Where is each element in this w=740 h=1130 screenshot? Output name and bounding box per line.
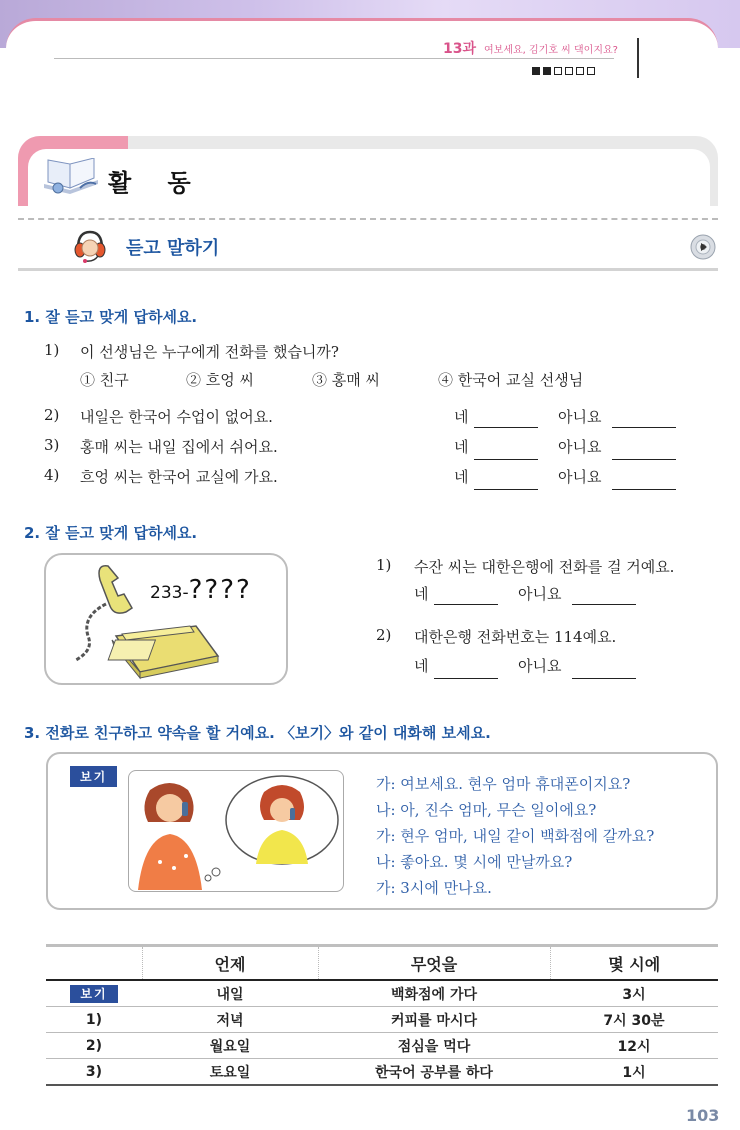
headset-icon <box>72 228 108 264</box>
question-2-title: 2. 잘 듣고 맞게 답하세요. <box>24 524 198 542</box>
q2-item-1-text: 수잔 씨는 대한은행에 전화를 걸 거예요. <box>414 558 675 576</box>
table-cell-when: 토요일 <box>142 1059 318 1086</box>
phone-number <box>150 575 252 605</box>
page-number: 103 <box>686 1106 720 1125</box>
table-cell-what: 한국어 공부를 하다 <box>318 1059 550 1086</box>
progress-square-empty <box>587 67 595 75</box>
progress-square-empty <box>576 67 584 75</box>
book-icon <box>40 158 102 198</box>
question-3-title: 3. 전화로 친구하고 약속을 할 거예요. 〈보기〉와 같이 대화해 보세요. <box>24 724 491 742</box>
table-row-label: 3) <box>46 1059 142 1086</box>
q2-item-1-yes-blank[interactable] <box>434 589 498 605</box>
table-cell-when: 월요일 <box>142 1033 318 1059</box>
q1-item-4-no-label: 아니요 <box>558 468 602 486</box>
table-cell-time: 7시 30분 <box>550 1007 718 1033</box>
table-cell-time: 3시 <box>550 980 718 1007</box>
dialogue-line-4: 나: 좋아요. 몇 시에 만날까요? <box>376 853 573 871</box>
q2-item-1-no-blank[interactable] <box>572 589 636 605</box>
question-1-title: 1. 잘 듣고 맞게 답하세요. <box>24 308 198 326</box>
q2-item-1-no-label: 아니요 <box>518 585 562 603</box>
phone-number-prefix: 233- <box>150 583 189 603</box>
lesson-title: 여보세요, 김기호 씨 댁이지요? <box>484 45 618 56</box>
q1-item-3-number: 3) <box>44 436 60 454</box>
dialogue-line-2: 나: 아, 진수 엄마, 무슨 일이에요? <box>376 801 597 819</box>
q1-item-2-yes-blank[interactable] <box>474 412 538 428</box>
q1-item-4-number: 4) <box>44 466 60 484</box>
table-cell-when: 내일 <box>142 980 318 1007</box>
q2-item-2-no-label: 아니요 <box>518 657 562 675</box>
q1-item-3-yes-label: 네 <box>454 438 469 456</box>
table-row-label <box>46 980 142 1007</box>
progress-square-filled <box>532 67 540 75</box>
table-cell-time: 12시 <box>550 1033 718 1059</box>
table-row <box>46 1033 718 1059</box>
example-tag: 보기 <box>70 985 117 1003</box>
q2-item-1-yes-label: 네 <box>414 585 429 603</box>
q1-option-1[interactable]: ① 친구 <box>80 371 129 389</box>
q1-option-4[interactable]: ④ 한국어 교실 선생님 <box>438 371 584 389</box>
section-underline <box>18 268 718 271</box>
q2-item-2-yes-label: 네 <box>414 657 429 675</box>
q1-item-4-no-blank[interactable] <box>612 474 676 490</box>
q1-item-4-yes-blank[interactable] <box>474 474 538 490</box>
q2-item-2-yes-blank[interactable] <box>434 663 498 679</box>
q1-item-2-no-label: 아니요 <box>558 408 602 426</box>
table-row <box>46 1059 718 1086</box>
q2-item-2-no-blank[interactable] <box>572 663 636 679</box>
q1-item-3-yes-blank[interactable] <box>474 444 538 460</box>
dialogue-line-5: 가: 3시에 만나요. <box>376 879 492 897</box>
table-row-label: 2) <box>46 1033 142 1059</box>
table-cell-time: 1시 <box>550 1059 718 1086</box>
example-tag: 보기 <box>70 766 117 787</box>
table-header-time: 몇 시에 <box>550 946 718 981</box>
q2-item-2-number: 2) <box>376 626 392 644</box>
q1-item-4-text: 흐엉 씨는 한국어 교실에 가요. <box>80 468 278 486</box>
dashed-divider <box>18 218 718 220</box>
appointment-table <box>46 944 718 1086</box>
q1-item-2-text: 내일은 한국어 수업이 없어요. <box>80 408 273 426</box>
q1-item-2-no-blank[interactable] <box>612 412 676 428</box>
progress-square-filled <box>543 67 551 75</box>
q1-item-3-text: 홍매 씨는 내일 집에서 쉬어요. <box>80 438 278 456</box>
q1-item-4-yes-label: 네 <box>454 468 469 486</box>
cd-audio-icon[interactable] <box>690 234 716 260</box>
phone-number-unknown: ???? <box>188 575 252 605</box>
activity-label: 활 동 <box>108 169 205 197</box>
q1-item-1-number: 1) <box>44 341 60 359</box>
table-header-label <box>46 946 142 981</box>
table-row <box>46 1007 718 1033</box>
two-women-on-phone-icon <box>130 772 342 890</box>
dialogue-line-1: 가: 여보세요. 현우 엄마 휴대폰이지요? <box>376 775 631 793</box>
section-label: 듣고 말하기 <box>126 238 220 259</box>
progress-squares <box>532 67 595 75</box>
table-cell-what: 백화점에 가다 <box>318 980 550 1007</box>
table-header-what: 무엇을 <box>318 946 550 981</box>
q1-option-3[interactable]: ③ 홍매 씨 <box>312 371 381 389</box>
q1-item-2-number: 2) <box>44 406 60 424</box>
lesson-number: 13과 <box>443 41 477 57</box>
table-row <box>46 980 718 1007</box>
q1-item-1-text: 이 선생님은 누구에게 전화를 했습니까? <box>80 343 339 361</box>
q1-item-3-no-blank[interactable] <box>612 444 676 460</box>
progress-square-empty <box>565 67 573 75</box>
table-header-row <box>46 946 718 981</box>
q1-item-3-no-label: 아니요 <box>558 438 602 456</box>
table-row-label: 1) <box>46 1007 142 1033</box>
dialogue-line-3: 가: 현우 엄마, 내일 같이 백화점에 갈까요? <box>376 827 655 845</box>
table-cell-what: 점심을 먹다 <box>318 1033 550 1059</box>
q2-item-2-text: 대한은행 전화번호는 114예요. <box>414 628 617 646</box>
q1-option-2[interactable]: ② 흐엉 씨 <box>186 371 255 389</box>
progress-square-empty <box>554 67 562 75</box>
q1-item-2-yes-label: 네 <box>454 408 469 426</box>
table-header-when: 언제 <box>142 946 318 981</box>
header-divider <box>637 38 639 78</box>
table-cell-what: 커피를 마시다 <box>318 1007 550 1033</box>
q2-item-1-number: 1) <box>376 556 392 574</box>
header-rule <box>54 58 614 59</box>
table-cell-when: 저녁 <box>142 1007 318 1033</box>
